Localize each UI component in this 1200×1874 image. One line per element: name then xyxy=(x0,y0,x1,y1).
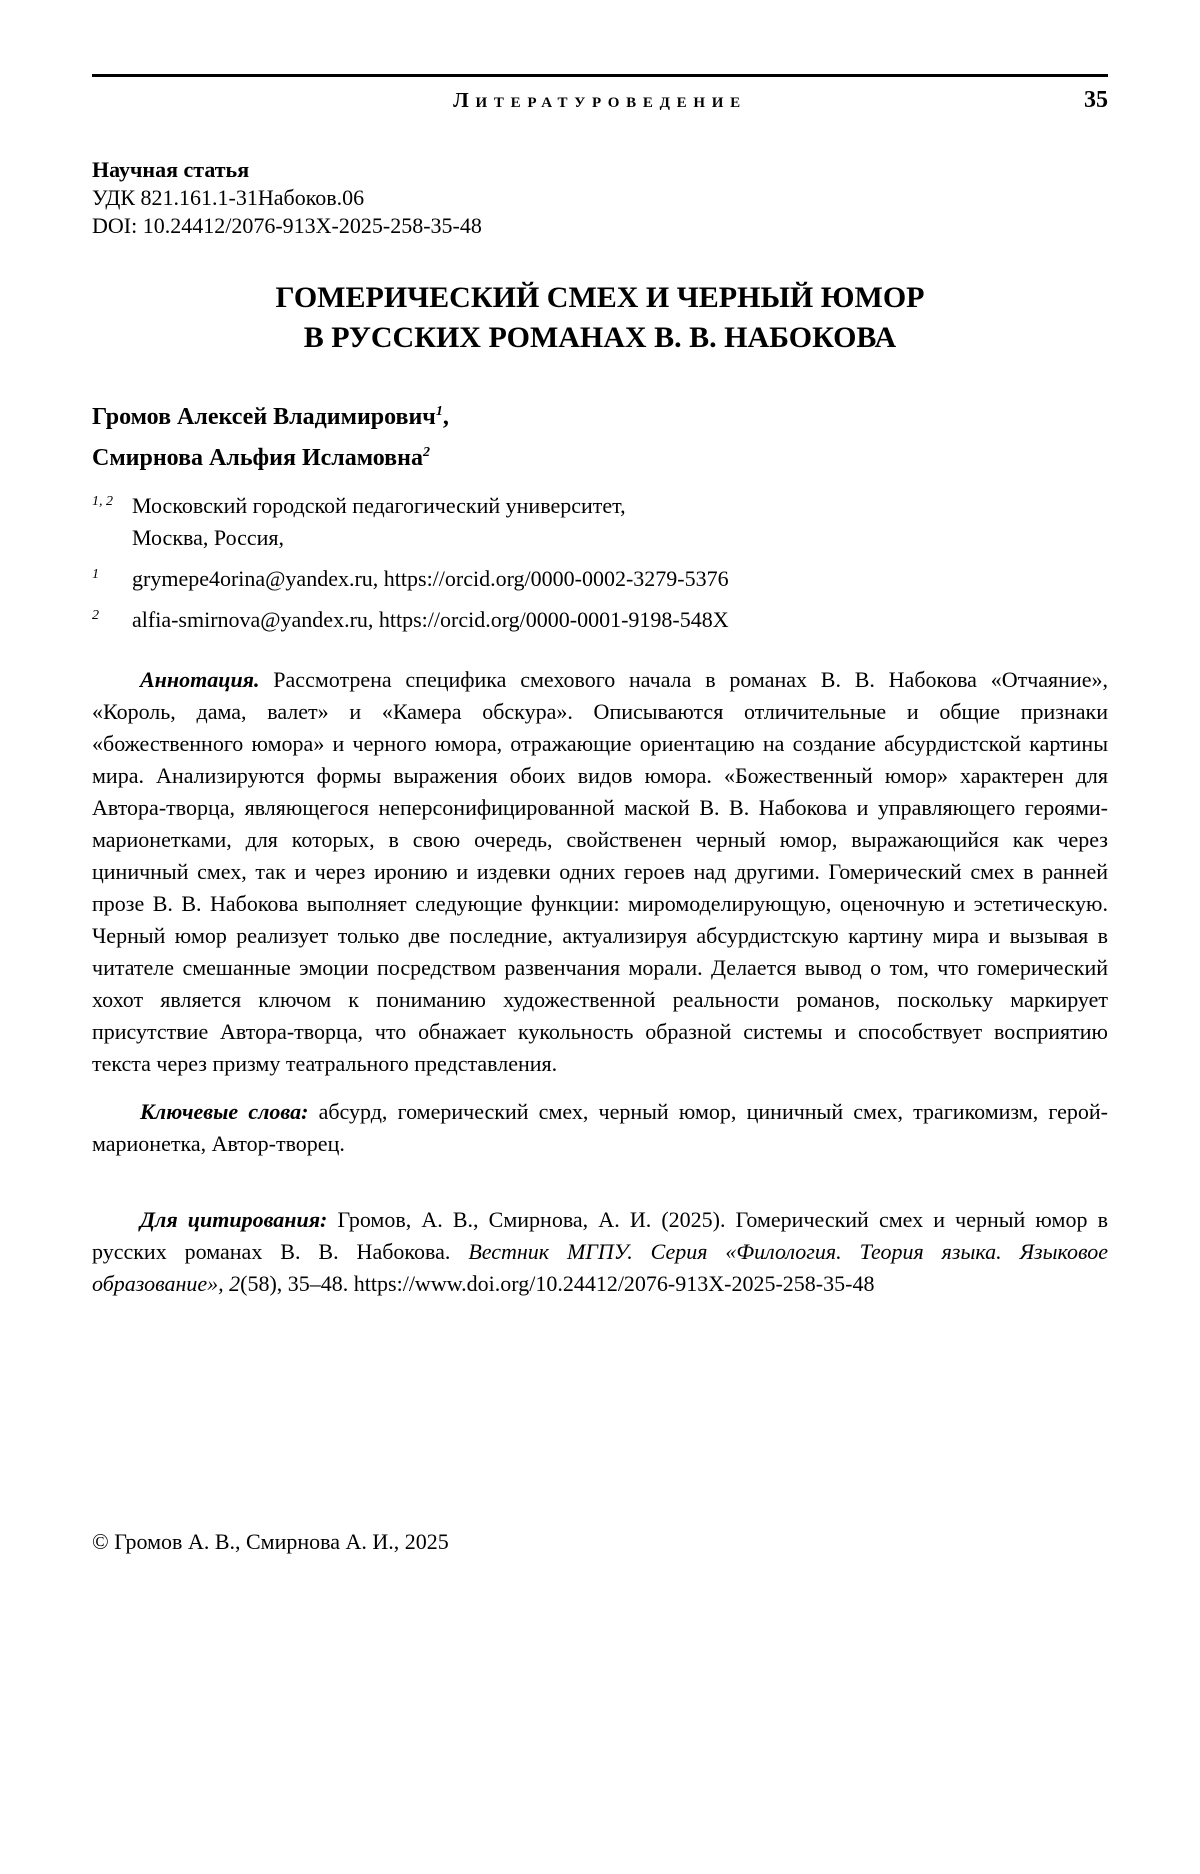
keywords-text: абсурд, гомерический смех, черный юмор, циничный смех, трагикомизм, герой-марионетка, Автор-творец. xyxy=(92,1099,1109,1156)
citation-label: Для цитирования: xyxy=(140,1207,328,1232)
article-meta xyxy=(92,156,1108,240)
author-name: Громов Алексей Владимирович xyxy=(92,404,436,430)
citation-journal-italic: Вестник МГПУ. Серия «Филология. Теория языка. Языковое образование», 2 xyxy=(92,1239,1109,1296)
abstract-label: Аннотация. xyxy=(140,667,260,692)
page-number: 35 xyxy=(1084,87,1108,113)
running-head-text: Литературоведение xyxy=(453,88,747,112)
author-affiliation-sup: 1 xyxy=(435,404,443,419)
author-name: Смирнова Альфия Исламовна xyxy=(92,445,423,471)
author-trail: , xyxy=(442,404,449,430)
affiliation-row xyxy=(92,604,1108,636)
citation-paragraph xyxy=(92,1204,1108,1300)
author-line xyxy=(92,435,1108,476)
udk-line: УДК 821.161.1-31Набоков.06 xyxy=(92,185,365,210)
affiliations-block xyxy=(92,490,1108,636)
affiliation-row xyxy=(92,490,1108,554)
citation-text: Громов, А. В., Смирнова, А. И. (2025). Гомерический смех и черный юмор в русских романах В. В. Набокова. xyxy=(92,1207,1108,1264)
doi-line: DOI: 10.24412/2076-913X-2025-258-35-48 xyxy=(92,213,482,238)
affiliation-institution: Московский городской педагогический университет, xyxy=(132,493,626,518)
affiliation-marker: 1, 2 xyxy=(92,494,113,509)
keywords-paragraph xyxy=(92,1096,1108,1160)
author-line xyxy=(92,394,1108,435)
author-email-orcid: alfia-smirnova@yandex.ru, https://orcid.org/0000-0001-9198-548X xyxy=(132,607,729,632)
affiliation-text xyxy=(132,490,1108,554)
running-header xyxy=(92,74,1108,116)
affiliation-city: Москва, Россия, xyxy=(132,525,285,550)
abstract-paragraph xyxy=(92,664,1108,1080)
article-title-line2: В РУССКИХ РОМАНАХ В. В. НАБОКОВА xyxy=(303,321,897,354)
affiliation-marker: 1 xyxy=(92,567,99,582)
article-title xyxy=(92,278,1108,358)
copyright-footer: © Громов А. В., Смирнова А. И., 2025 xyxy=(92,1529,449,1554)
author-email-orcid: grymepe4orina@yandex.ru, https://orcid.org/0000-0002-3279-5376 xyxy=(132,566,729,591)
citation-pages-doi: (58), 35–48. https://www.doi.org/10.24412/2076-913X-2025-258-35-48 xyxy=(240,1271,875,1296)
abstract-text: Рассмотрена специфика смехового начала в романах В. В. Набокова «Отчаяние», «Король, дама, валет» и «Камера обскура». Описываются отличительные и общие признаки «божественного юмора» и черного юмора, отражающие ориентацию на создание абсурдистской картины мира. Анализируются формы выражения обоих видов юмора. «Божественный юмор» характерен для Автора-творца, являющегося неперсонифицированной маской В. В. Набокова и управляющего героями-марионетками, для которых, в свою очередь, свойственен черный юмор, выражающийся как через циничный смех, так и через иронию и издевки одних героев над другими. Гомерический смех в ранней прозе В. В. Набокова выполняет следующие функции: миромоделирующую, оценочную и эстетическую. Черный юмор реализует только две последние, актуализируя абсурдистскую картину мира и вызывая в читателе смешанные эмоции посредством развенчания морали. Делается вывод о том, что гомерический хохот является ключом к пониманию художественной реальности романов, поскольку маркирует присутствие Автора-творца, что обнажает кукольность образной системы и способствует восприятию текста через призму театрального представления. xyxy=(92,667,1108,1076)
affiliation-marker: 2 xyxy=(92,608,99,623)
author-affiliation-sup: 2 xyxy=(422,445,430,460)
article-title-line1: ГОМЕРИЧЕСКИЙ СМЕХ И ЧЕРНЫЙ ЮМОР xyxy=(275,281,925,314)
affiliation-row xyxy=(92,563,1108,595)
authors-block xyxy=(92,394,1108,476)
journal-page xyxy=(0,74,1200,1874)
article-type-label: Научная статья xyxy=(92,157,250,182)
keywords-label: Ключевые слова: xyxy=(140,1099,309,1124)
